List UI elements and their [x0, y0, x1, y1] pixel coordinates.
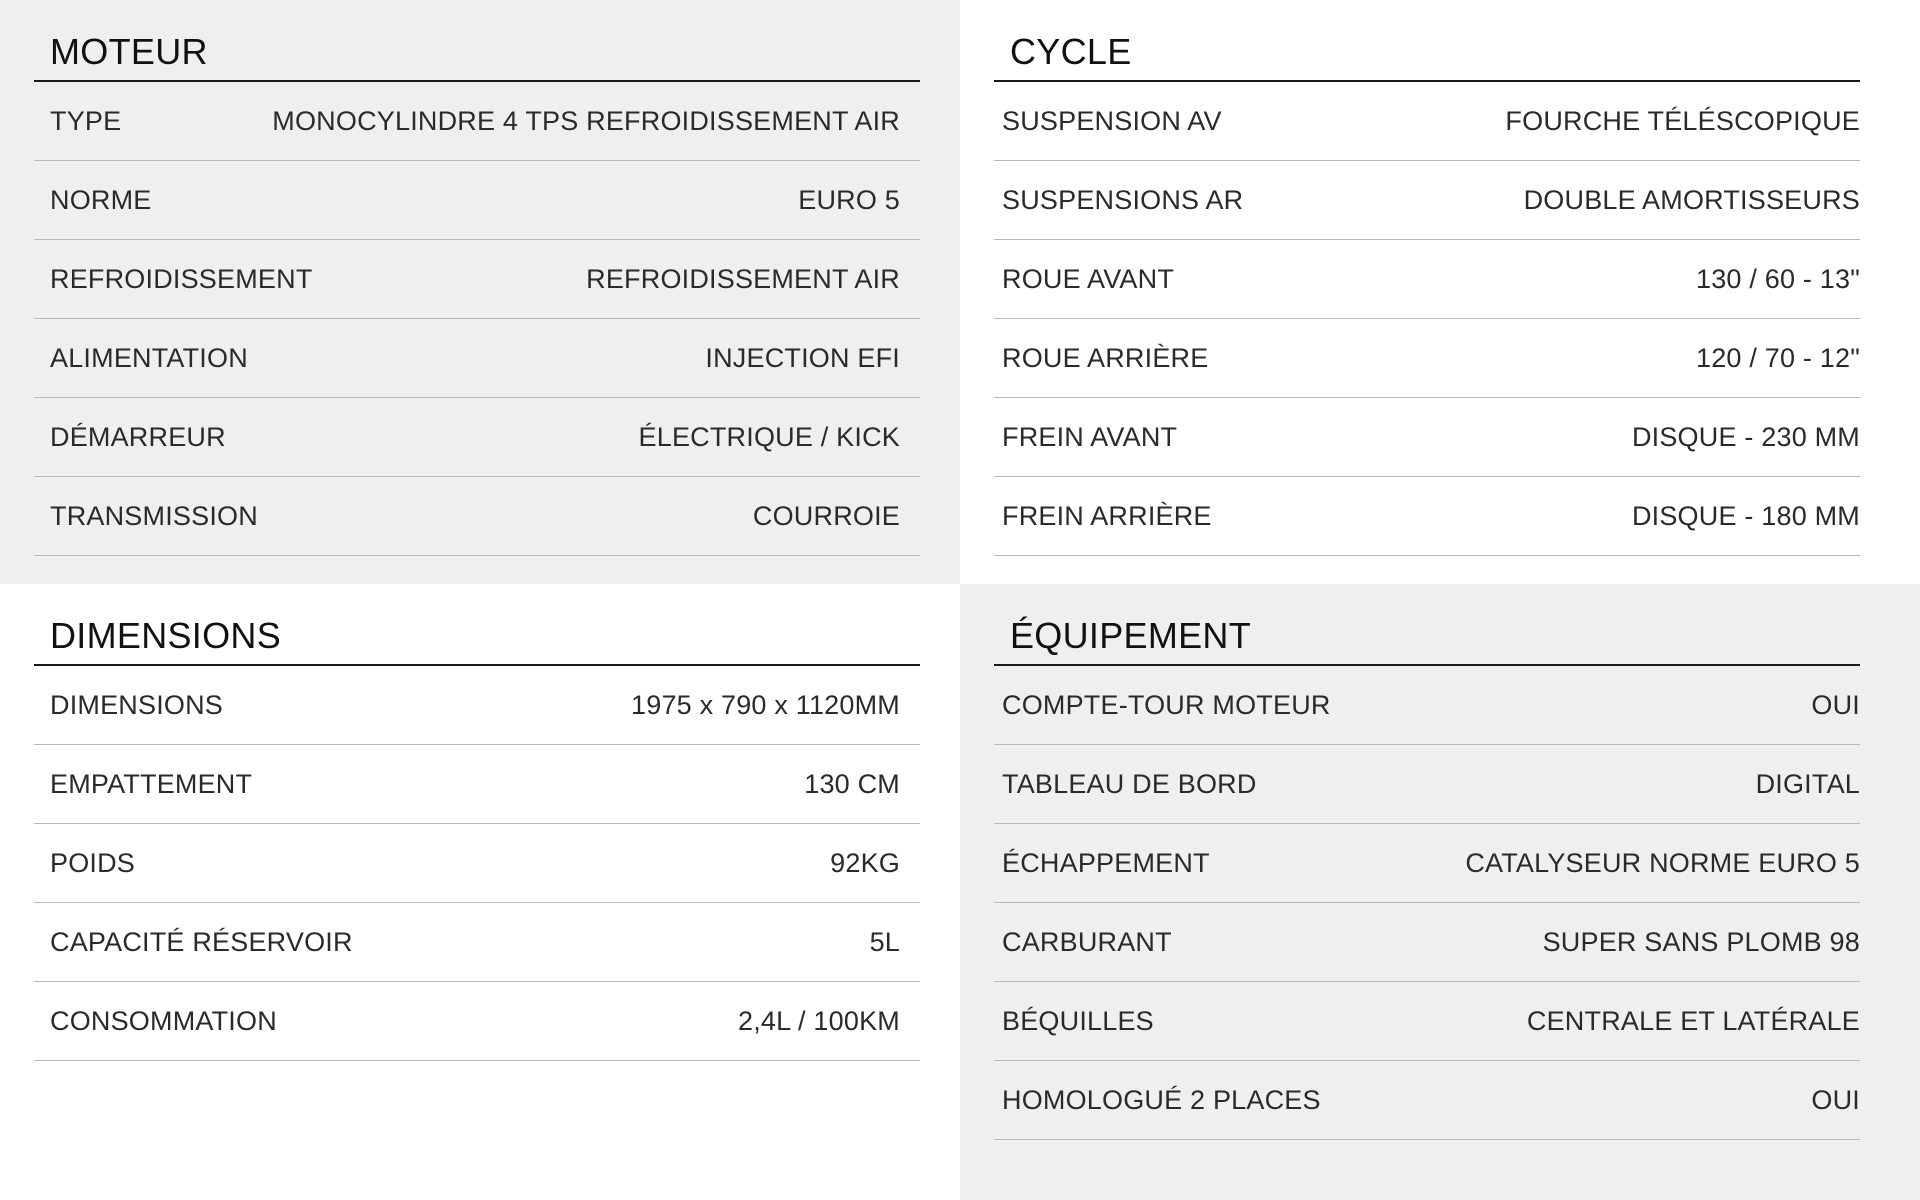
dimensions-panel: [34, 608, 920, 1061]
spec-label: HOMOLOGUÉ 2 PLACES: [1002, 1084, 1321, 1115]
spec-value: DISQUE - 180 MM: [1631, 500, 1860, 531]
spec-label: EMPATTEMENT: [50, 768, 253, 799]
section-cycle: [960, 0, 1920, 584]
cycle-panel: [994, 24, 1860, 556]
section-title-cycle: CYCLE: [994, 24, 1860, 82]
spec-value: OUI: [1811, 1084, 1860, 1115]
spec-row-dimensions: [34, 666, 920, 745]
spec-label: DÉMARREUR: [50, 421, 226, 452]
spec-value: REFROIDISSEMENT AIR: [586, 263, 900, 294]
spec-value: DISQUE - 230 MM: [1631, 421, 1860, 452]
spec-label: ÉCHAPPEMENT: [1002, 847, 1210, 878]
spec-value: 130 / 60 - 13": [1696, 263, 1860, 294]
moteur-panel: [34, 24, 920, 556]
section-dimensions: [0, 584, 960, 1200]
spec-label: ROUE AVANT: [1002, 263, 1175, 294]
spec-value: EURO 5: [798, 184, 900, 215]
spec-value: 92KG: [830, 847, 900, 878]
spec-label: REFROIDISSEMENT: [50, 263, 313, 294]
equipement-spec-list: [994, 666, 1860, 1140]
section-equipement: [960, 584, 1920, 1200]
spec-value: DIGITAL: [1755, 768, 1860, 799]
spec-row-tableau-de-bord: [994, 745, 1860, 824]
spec-value: INJECTION EFI: [705, 342, 900, 373]
spec-value: 130 CM: [804, 768, 900, 799]
spec-value: 1975 x 790 x 1120MM: [631, 689, 900, 720]
spec-row-frein-arriere: [994, 477, 1860, 556]
spec-label: FREIN ARRIÈRE: [1002, 500, 1212, 531]
spec-row-roue-avant: [994, 240, 1860, 319]
spec-row-refroidissement: [34, 240, 920, 319]
spec-label: ROUE ARRIÈRE: [1002, 342, 1209, 373]
spec-row-suspension-av: [994, 82, 1860, 161]
spec-label: NORME: [50, 184, 152, 215]
cycle-spec-list: [994, 82, 1860, 556]
section-title-equipement: ÉQUIPEMENT: [994, 608, 1860, 666]
spec-label: POIDS: [50, 847, 136, 878]
spec-label: FREIN AVANT: [1002, 421, 1178, 452]
spec-row-suspensions-ar: [994, 161, 1860, 240]
spec-row-consommation: [34, 982, 920, 1061]
spec-row-demarreur: [34, 398, 920, 477]
spec-value: ÉLECTRIQUE / KICK: [638, 421, 900, 452]
spec-value: CATALYSEUR NORME EURO 5: [1465, 847, 1860, 878]
dimensions-spec-list: [34, 666, 920, 1061]
spec-label: CAPACITÉ RÉSERVOIR: [50, 926, 353, 957]
spec-row-alimentation: [34, 319, 920, 398]
spec-row-roue-arriere: [994, 319, 1860, 398]
spec-value: COURROIE: [752, 500, 900, 531]
spec-label: ALIMENTATION: [50, 342, 248, 373]
moteur-spec-list: [34, 82, 920, 556]
spec-row-bequilles: [994, 982, 1860, 1061]
spec-row-capacite-reservoir: [34, 903, 920, 982]
spec-value: 2,4L / 100KM: [737, 1005, 900, 1036]
spec-value: SUPER SANS PLOMB 98: [1542, 926, 1860, 957]
spec-value: MONOCYLINDRE 4 TPS REFROIDISSEMENT AIR: [272, 105, 900, 136]
spec-label: CONSOMMATION: [50, 1005, 277, 1036]
spec-row-empattement: [34, 745, 920, 824]
section-title-moteur: MOTEUR: [34, 24, 920, 82]
section-moteur: [0, 0, 960, 584]
spec-row-type: [34, 82, 920, 161]
spec-value: DOUBLE AMORTISSEURS: [1523, 184, 1860, 215]
spec-label: SUSPENSIONS AR: [1002, 184, 1244, 215]
spec-row-frein-avant: [994, 398, 1860, 477]
spec-row-poids: [34, 824, 920, 903]
spec-label: TRANSMISSION: [50, 500, 258, 531]
spec-row-transmission: [34, 477, 920, 556]
spec-value: 5L: [869, 926, 900, 957]
spec-label: TYPE: [50, 105, 122, 136]
spec-row-norme: [34, 161, 920, 240]
equipement-panel: [994, 608, 1860, 1140]
spec-row-homologue-2-places: [994, 1061, 1860, 1140]
spec-row-compte-tour-moteur: [994, 666, 1860, 745]
spec-label: COMPTE-TOUR MOTEUR: [1002, 689, 1331, 720]
spec-value: CENTRALE ET LATÉRALE: [1526, 1005, 1860, 1036]
spec-row-echappement: [994, 824, 1860, 903]
spec-value: OUI: [1811, 689, 1860, 720]
spec-label: BÉQUILLES: [1002, 1005, 1154, 1036]
section-title-dimensions: DIMENSIONS: [34, 608, 920, 666]
spec-value: 120 / 70 - 12": [1696, 342, 1860, 373]
spec-row-carburant: [994, 903, 1860, 982]
spec-label: TABLEAU DE BORD: [1002, 768, 1257, 799]
spec-label: DIMENSIONS: [50, 689, 224, 720]
spec-label: SUSPENSION AV: [1002, 105, 1222, 136]
spec-value: FOURCHE TÉLÉSCOPIQUE: [1505, 105, 1860, 136]
spec-label: CARBURANT: [1002, 926, 1172, 957]
